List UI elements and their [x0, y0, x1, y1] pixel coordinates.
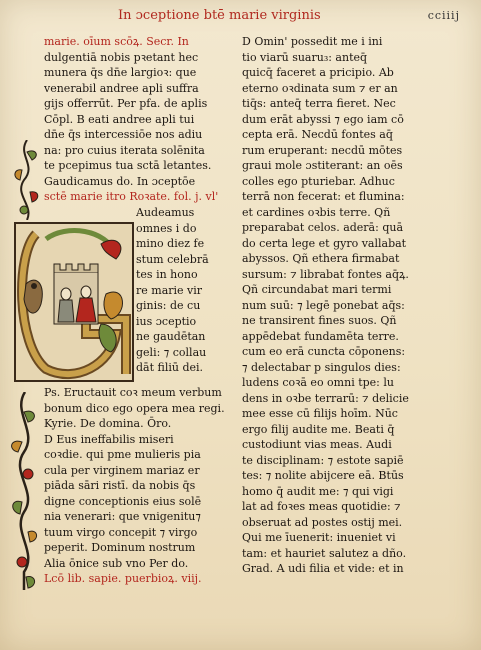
- text-line: digne conceptionis eius solē: [44, 494, 202, 508]
- text-line: tes in hono: [136, 268, 198, 281]
- text-line: Qñ circundabat mari termi: [242, 283, 392, 296]
- text-line: dn̄e q̄s intercessiōe nos adiu: [44, 128, 203, 141]
- text-line: ius ɔceptio: [136, 314, 197, 328]
- text-line: stum celebrā: [136, 252, 209, 266]
- text-line: gijs offerrūt. Per pfa. de aplis: [44, 97, 208, 110]
- text-line: cum eo erā cuncta cōponens:: [242, 345, 406, 358]
- text-line: preparabat celos. aderā: quā: [242, 221, 404, 234]
- text-line: rum eruperant: necdū mōtes: [242, 143, 403, 157]
- text-line: Alia ōnice sub vno Per do.: [44, 556, 189, 570]
- text-line: dulgentiā nobis pꝛetant hec: [44, 50, 199, 64]
- text-line: Audeamus: [136, 206, 195, 219]
- text-line: Lcō lib. sapie. puerbioꝝ. viij.: [44, 572, 202, 585]
- text-line: sctē marie itro Roꝛate. fol. j. vl': [44, 190, 219, 203]
- text-line: dāt filiū dei.: [136, 361, 204, 374]
- text-line: Cōpl. B eati andree apli tui: [44, 112, 195, 126]
- text-line: piāda sāri ristī. da nobis q̄s: [44, 479, 196, 492]
- text-line: na: pro cuius iterata solēnita: [44, 143, 205, 157]
- text-line: sursum: ⁊ librabat fontes aq̄ꝝ.: [242, 267, 409, 281]
- text-beside-initial: [136, 205, 226, 376]
- text-line: cula per virginem mariaz er: [44, 463, 200, 477]
- text-line: tes: ⁊ nolite abijcere eā. Btūs: [242, 469, 404, 482]
- text-line: Grad. A udi filia et vide: et in: [242, 562, 404, 575]
- text-line: D Eus ineffabilis miseri: [44, 432, 174, 446]
- text-line: peperit. Dominum nostrum: [44, 541, 196, 554]
- text-line: Gaudicamus do. In ɔceptōe: [44, 174, 196, 188]
- text-line: et cardines oꝛbis terre. Qñ: [242, 205, 391, 219]
- text-line: abyssos. Qñ ethera firmabat: [242, 252, 400, 265]
- text-line: te disciplinam: ⁊ estote sapiē: [242, 453, 404, 467]
- text-line: cepta erā. Necdū fontes aq̄: [242, 128, 393, 141]
- text-line: D Omin' possedit me i ini: [242, 35, 383, 48]
- text-line: homo q̄ audit me: ⁊ qui vigi: [242, 484, 394, 498]
- foliage-border-ornament: [10, 392, 40, 590]
- text-line: tam: et hauriet salutez a dño.: [242, 546, 407, 560]
- text-line: ne transirent fines suos. Qñ: [242, 314, 397, 327]
- text-line: lat ad foꝛes meas quotidie: ⁊: [242, 500, 401, 513]
- text-line: bonum dico ego opera mea regi.: [44, 401, 225, 415]
- text-line: ⁊ delectabar p singulos dies:: [242, 360, 401, 374]
- text-line: venerabil andree apli suffra: [44, 81, 199, 95]
- right-column: [242, 34, 422, 577]
- text-line: re marie vir: [136, 283, 203, 297]
- text-line: ergo filij audite me. Beati q̄: [242, 422, 395, 436]
- text-line: dum erāt abyssi ⁊ ego iam cō: [242, 112, 404, 126]
- text-line: eterno oꝛdinata sum ⁊ er an: [242, 81, 398, 95]
- text-line: tuum virgo concepit ⁊ virgo: [44, 525, 198, 539]
- illuminated-initial-g: [14, 222, 134, 382]
- text-line: marie. oīum scōꝝ. Secr. In: [44, 35, 189, 48]
- text-line: nia venerari: que vnigenitu⁊: [44, 510, 201, 523]
- text-line: graui mole ɔstiterant: an oēs: [242, 159, 403, 172]
- text-line: mino diez fe: [136, 237, 205, 250]
- foliage-ornament-top: [12, 140, 42, 220]
- text-line: geli: ⁊ collau: [136, 345, 207, 359]
- text-line: te pcepimus tua sctā letantes.: [44, 159, 212, 172]
- text-line: mee esse cū filijs hoīm. Nūc: [242, 407, 398, 420]
- text-line: appēdebat fundamēta terre.: [242, 329, 399, 343]
- text-line: Kyrie. De domina. Ōro.: [44, 417, 172, 430]
- running-header: [118, 8, 460, 28]
- initial-illustration-icon: [16, 224, 132, 380]
- text-line: ludens coꝛā eo omni tpe: lu: [242, 376, 394, 389]
- text-line: dens in oꝛbe terrarū: ⁊ delicie: [242, 391, 409, 405]
- text-line: ne gaudētan: [136, 330, 206, 343]
- text-line: terrā non fecerat: et flumina:: [242, 190, 405, 203]
- text-line: omnes i do: [136, 221, 197, 235]
- text-line: munera q̄s dn̄e largioꝛ: que: [44, 66, 197, 79]
- text-line: ginis: de cu: [136, 299, 201, 312]
- text-line: do certa lege et gyro vallabat: [242, 236, 407, 250]
- text-line: Ps. Eructauit coꝛ meum verbum: [44, 386, 222, 399]
- text-line: tio viarū suaru₃: anteq̄: [242, 50, 368, 64]
- text-line: Qui me īuenerit: inueniet vi: [242, 531, 396, 544]
- left-column-lower: [44, 385, 226, 587]
- text-line: obseruat ad postes ostij mei.: [242, 515, 403, 529]
- text-line: tiq̄s: anteq̄ terra fieret. Nec: [242, 97, 396, 110]
- text-line: num suū: ⁊ legē ponebat aq̄s:: [242, 298, 405, 312]
- text-line: colles ego pturiebar. Adhuc: [242, 174, 395, 188]
- text-line: custodiunt vias meas. Audi: [242, 438, 392, 451]
- text-line: quicq̄ faceret a pricipio. Ab: [242, 66, 394, 79]
- left-column-upper: [44, 34, 226, 205]
- text-line: coꝛdie. qui pme mulieris pia: [44, 448, 201, 461]
- folio-number: cciiij: [427, 9, 460, 22]
- header-title: In ɔceptione btē marie virginis: [118, 8, 321, 23]
